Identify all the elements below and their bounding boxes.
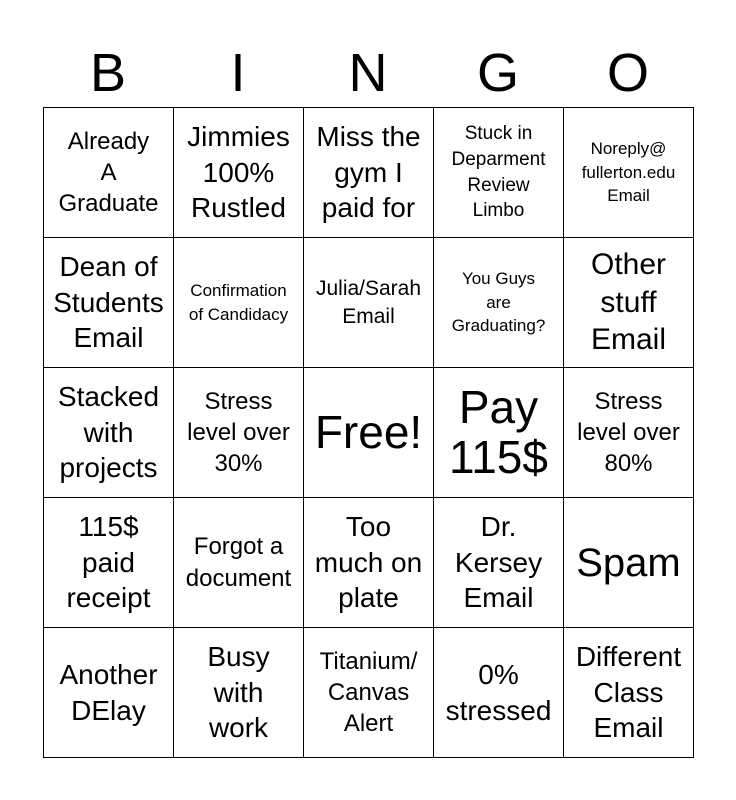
bingo-cell-label: Miss the gym I paid for	[316, 120, 421, 224]
header-letter-i: I	[230, 43, 246, 103]
bingo-cell-label: Spam	[576, 540, 681, 585]
bingo-cell[interactable]	[174, 498, 304, 628]
bingo-cell-label: Different Class Email	[575, 640, 682, 744]
header-letter-b: B	[89, 43, 127, 103]
bingo-cell-label: Stress level over 80%	[577, 387, 680, 478]
bingo-cell[interactable]	[44, 498, 174, 628]
bingo-cell[interactable]	[434, 108, 564, 238]
bingo-cell-label: Stress level over 30%	[187, 387, 290, 478]
bingo-cell-label: Busy with work	[207, 640, 270, 744]
bingo-header	[43, 38, 693, 108]
bingo-cell[interactable]	[564, 498, 694, 628]
bingo-cell[interactable]	[304, 108, 434, 238]
header-letter-n: N	[348, 43, 388, 103]
bingo-cell-label: 0% stressed	[445, 658, 552, 726]
bingo-cell-label: Too much on plate	[314, 510, 423, 614]
bingo-cell-label: Noreply@ fullerton.edu Email	[581, 138, 676, 206]
bingo-cell[interactable]	[174, 368, 304, 498]
bingo-cell-label: Titanium/ Canvas Alert	[319, 647, 418, 738]
bingo-cell-label: Free!	[314, 405, 423, 458]
bingo-cell-label: Dr. Kersey Email	[454, 510, 543, 614]
bingo-cell-label: Already A Graduate	[58, 127, 159, 218]
bingo-cell[interactable]	[564, 238, 694, 368]
bingo-cell-label: Julia/Sarah Email	[315, 277, 422, 328]
bingo-cell-label: Stuck in Deparment Review Limbo	[451, 123, 546, 222]
bingo-cell-label: Confirmation of Candidacy	[188, 280, 289, 324]
bingo-cell[interactable]	[434, 628, 564, 758]
bingo-cell-label: Jimmies 100% Rustled	[187, 120, 290, 224]
bingo-cell[interactable]	[304, 628, 434, 758]
bingo-cell-label: Other stuff Email	[590, 248, 667, 357]
header-letter-o: O	[606, 43, 649, 103]
bingo-cell[interactable]	[174, 108, 304, 238]
bingo-cell-label: Pay 115$	[449, 380, 548, 483]
bingo-cell-label: 115$ paid receipt	[66, 510, 151, 614]
bingo-cell-label: You Guys are Graduating?	[451, 268, 546, 336]
bingo-cell-label: Dean of Students Email	[53, 250, 164, 354]
bingo-cell[interactable]	[564, 628, 694, 758]
bingo-cell[interactable]	[44, 238, 174, 368]
bingo-cell[interactable]	[564, 108, 694, 238]
bingo-cell[interactable]	[434, 238, 564, 368]
bingo-cell[interactable]	[174, 628, 304, 758]
bingo-cell-label: Stacked with projects	[57, 380, 160, 484]
bingo-cell[interactable]	[44, 368, 174, 498]
bingo-cell[interactable]	[434, 498, 564, 628]
bingo-cell[interactable]	[434, 368, 564, 498]
bingo-grid	[43, 107, 694, 758]
bingo-cell[interactable]	[44, 108, 174, 238]
bingo-cell[interactable]	[564, 368, 694, 498]
bingo-cell[interactable]	[304, 238, 434, 368]
bingo-cell[interactable]	[44, 628, 174, 758]
header-letter-g: G	[476, 43, 519, 103]
free-space-cell[interactable]	[304, 368, 434, 498]
bingo-cell[interactable]	[304, 498, 434, 628]
bingo-cell-label: Forgot a document	[185, 533, 292, 592]
bingo-cell-label: Another DElay	[59, 658, 158, 726]
bingo-cell[interactable]	[174, 238, 304, 368]
